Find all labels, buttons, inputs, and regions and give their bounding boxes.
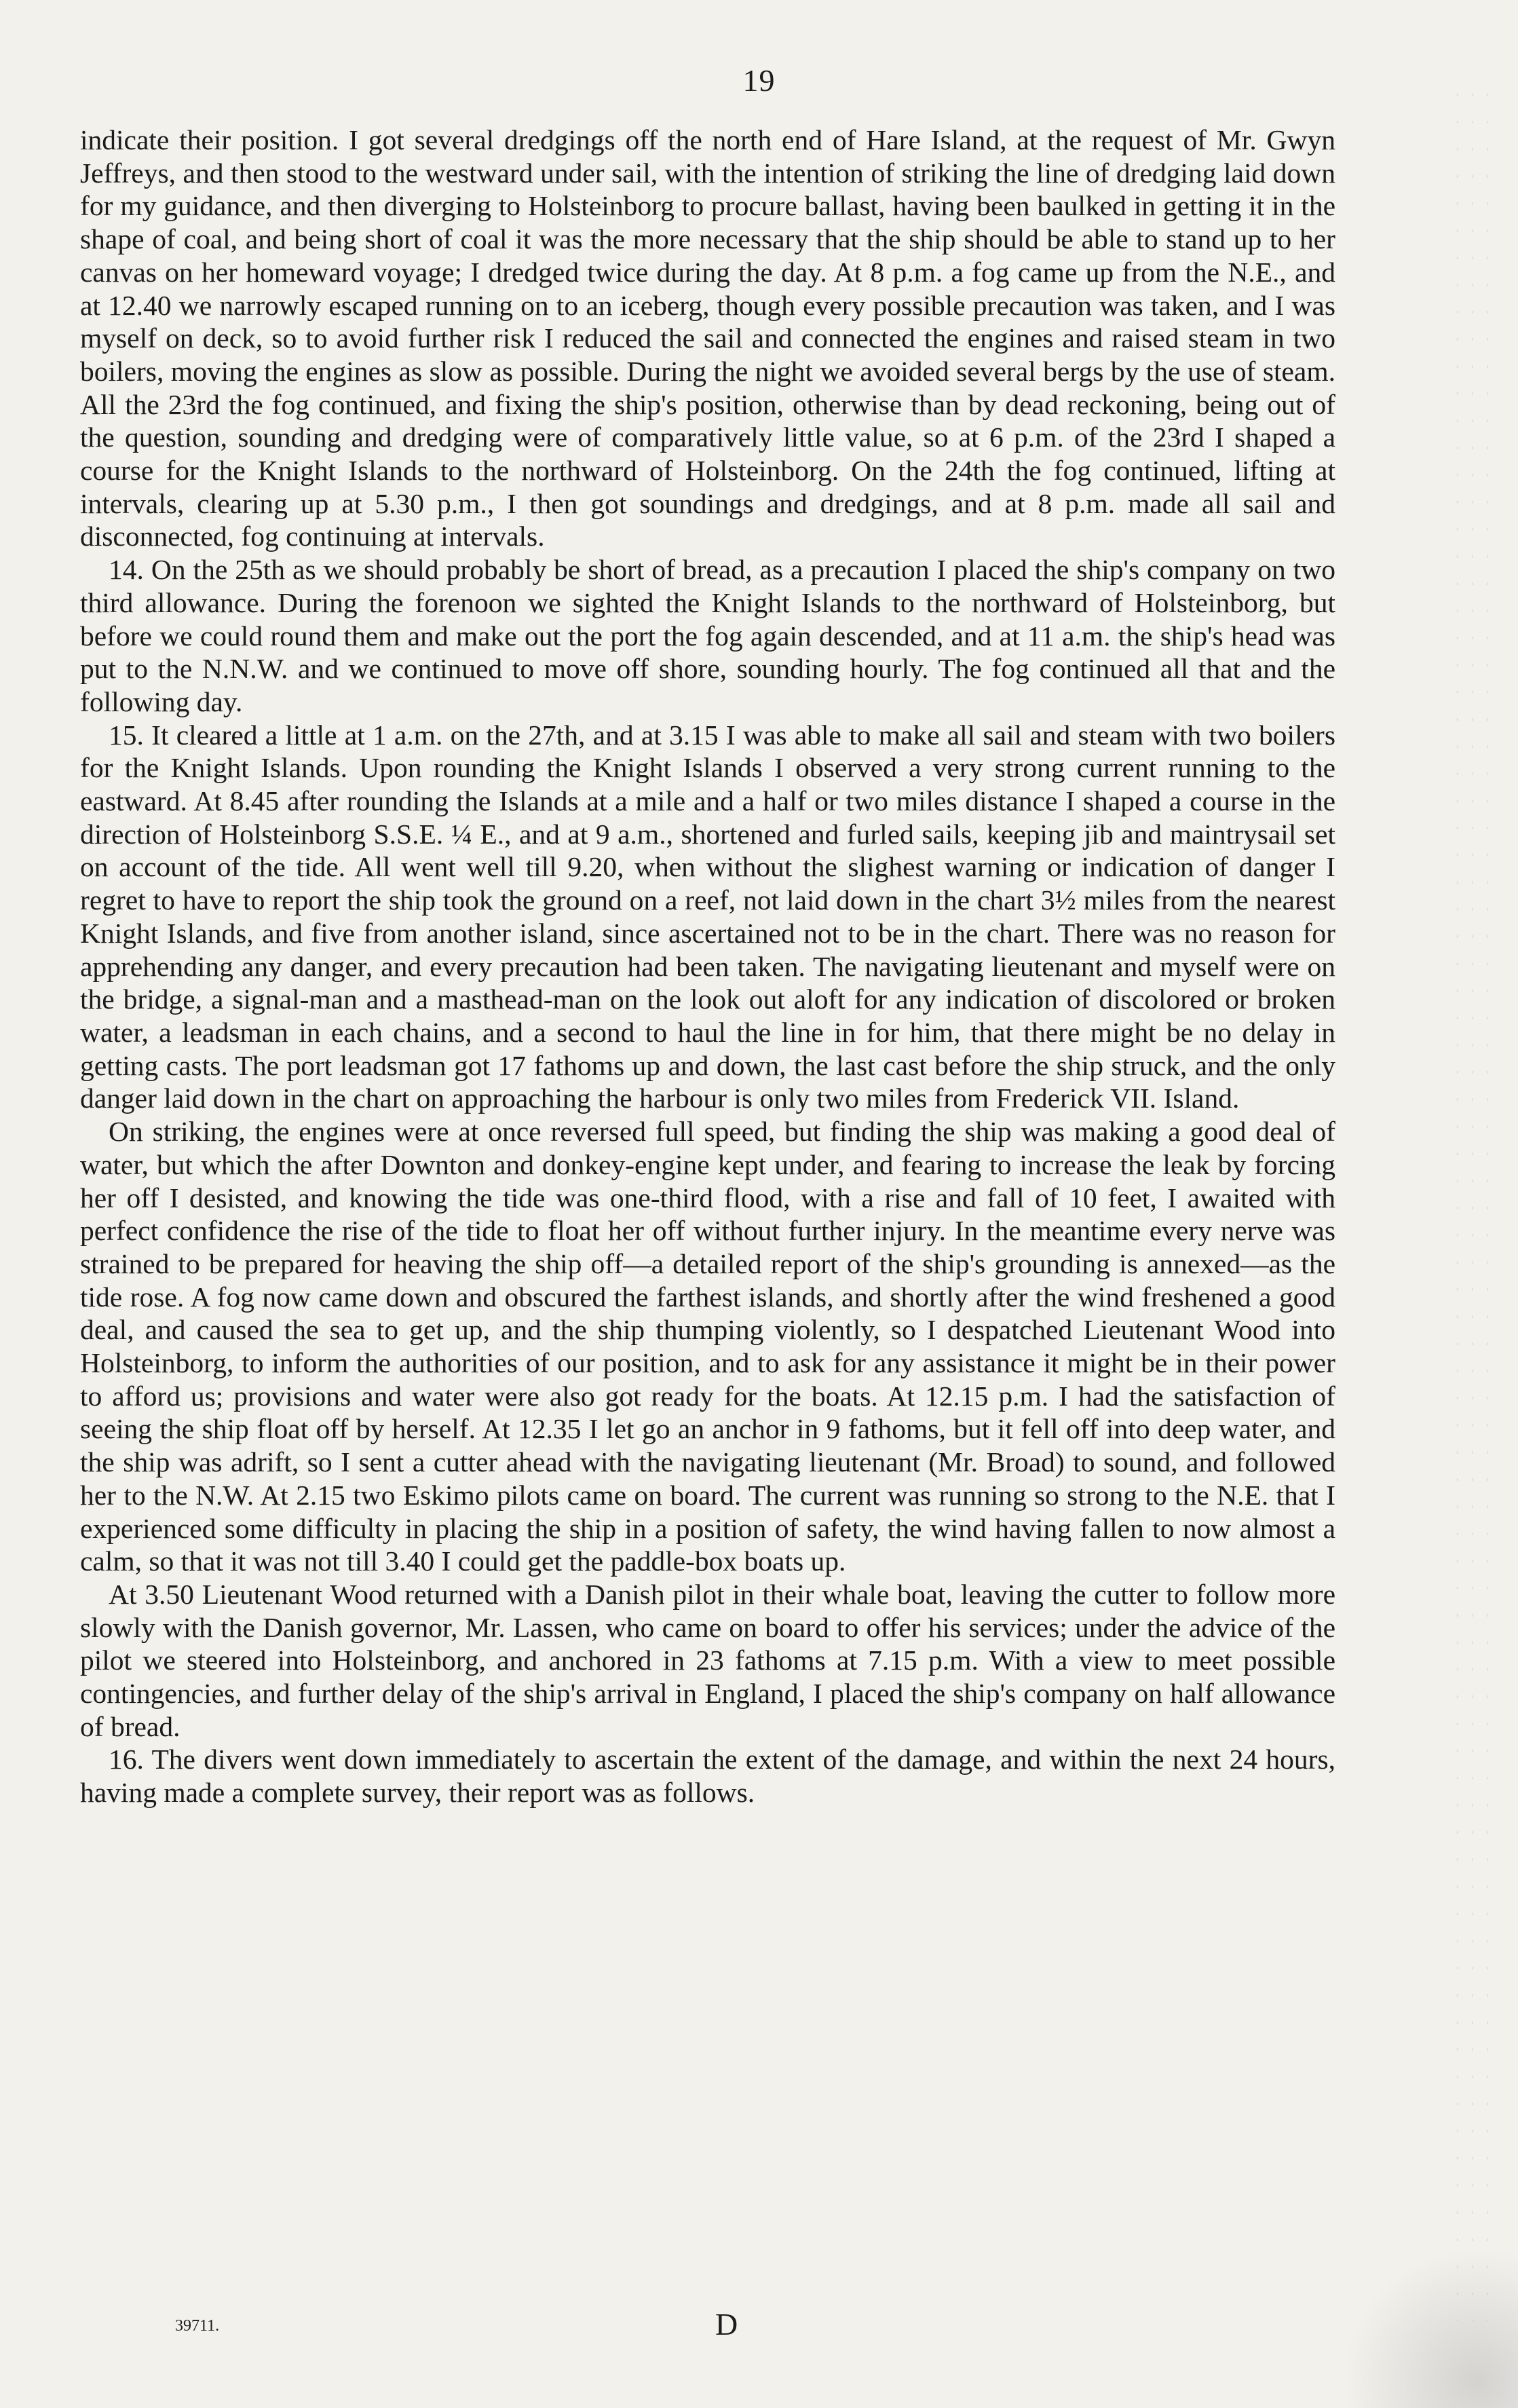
edge-speckle [1450, 81, 1491, 2321]
paragraph-continuation: indicate their position. I got several dredgings off the north end of Hare Island, at the request of Mr. Gwyn Jeffreys, and then stood to the westward under sail, with the intention of striking the line of dredging laid down for my guidance, and then diverging to Holsteinborg to procure ballast, having been baulked in getting it in the shape of coal, and being short of coal it was the more necessary that the ship should be able to stand up to her canvas on her homeward voyage; I dredged twice during the day. At 8 p.m. a fog came up from the N.E., and at 12.40 we narrowly escaped running on to an iceberg, though every possible precaution was taken, and I was myself on deck, so to avoid further risk I reduced the sail and connected the engines and raised steam in two boilers, moving the engines as slow as possible. During the night we avoided several bergs by the use of steam. All the 23rd the fog continued, and fixing the ship's position, otherwise than by dead reckoning, being out of the question, sounding and dredging were of comparatively little value, so at 6 p.m. of the 23rd I shaped a course for the Knight Islands to the northward of Holsteinborg. On the 24th the fog continued, lifting at intervals, clearing up at 5.30 p.m., I then got soundings and dredgings, and at 8 p.m. made all sail and disconnected, fog continuing at intervals. [80, 124, 1335, 552]
signature-mark: D [715, 2307, 738, 2341]
printer-signature: 39711. [175, 2317, 220, 2335]
paragraph-on-striking: On striking, the engines were at once reversed full speed, but finding the ship was making a good deal of water, but which the after Downton and donkey-engine kept under, and fearing to increase the leak by forcing her off I desisted, and knowing the tide was one-third flood, with a rise and fall of 10 feet, I awaited with perfect confidence the rise of the tide to float her off without further injury. In the meantime every nerve was strained to be prepared for heaving the ship off—a detailed report of the ship's grounding is annexed—as the tide rose. A fog now came down and obscured the farthest islands, and shortly after the wind freshened a good deal, and caused the sea to get up, and the ship thumping violently, so I despatched Lieutenant Wood into Holsteinborg, to inform the authorities of our position, and to ask for any assistance it might be in their power to afford us; provisions and water were also got ready for the boats. At 12.15 p.m. I had the satisfaction of seeing the ship float off by herself. At 12.35 I let go an anchor in 9 fathoms, but it fell off into deep water, and the ship was adrift, so I sent a cutter ahead with the navigating lieutenant (Mr. Broad) to sound, and followed her to the N.W. At 2.15 two Eskimo pilots came on board. The current was running so strong to the N.E. that I experienced some difficulty in placing the ship in a position of safety, the wind having fallen to now almost a calm, so that it was not till 3.40 I could get the paddle-box boats up. [80, 1116, 1335, 1577]
paragraph-14: 14. On the 25th as we should probably be short of bread, as a precaution I placed the ship's company on two third allowance. During the forenoon we sighted the Knight Islands to the northward of Holsteinborg, but before we could round them and make out the port the fog again descended, and at 11 a.m. the ship's head was put to the N.N.W. and we continued to move off shore, sounding hourly. The fog continued all that and the following day. [80, 554, 1335, 717]
corner-speckle [1314, 2232, 1518, 2408]
body-text [80, 124, 1335, 1809]
paragraph-15: 15. It cleared a little at 1 a.m. on the 27th, and at 3.15 I was able to make all sail and steam with two boilers for the Knight Islands. Upon rounding the Knight Islands I observed a very strong current running to the eastward. At 8.45 after rounding the Islands at a mile and a half or two miles distance I shaped a course in the direction of Holsteinborg S.S.E. ¼ E., and at 9 a.m., shortened and furled sails, keeping jib and maintrysail set on account of the tide. All went well till 9.20, when without the slighest warning or indication of danger I regret to have to report the ship took the ground on a reef, not laid down in the chart 3½ miles from the nearest Knight Islands, and five from another island, since ascertained not to be in the chart. There was no reason for apprehending any danger, and every precaution had been taken. The navigating lieutenant and myself were on the bridge, a signal-man and a masthead-man on the look out aloft for any indication of discolored or broken water, a leadsman in each chains, and a second to haul the line in for him, that there might be no delay in getting casts. The port leadsman got 17 fathoms up and down, the last cast before the ship struck, and the only danger laid down in the chart on approaching the harbour is only two miles from Frederick VII. Island. [80, 719, 1335, 1114]
paragraph-at-350: At 3.50 Lieutenant Wood returned with a Danish pilot in their whale boat, leaving the cutter to follow more slowly with the Danish governor, Mr. Lassen, who came on board to offer his services; under the advice of the pilot we steered into Holsteinborg, and anchored in 23 fathoms at 7.15 p.m. With a view to meet possible contingencies, and further delay of the ship's arrival in England, I placed the ship's company on half allowance of bread. [80, 1578, 1335, 1742]
paragraph-16: 16. The divers went down immediately to ascertain the extent of the damage, and within the next 24 hours, having made a complete survey, their report was as follows. [80, 1744, 1335, 1809]
page-number: 19 [742, 63, 776, 98]
